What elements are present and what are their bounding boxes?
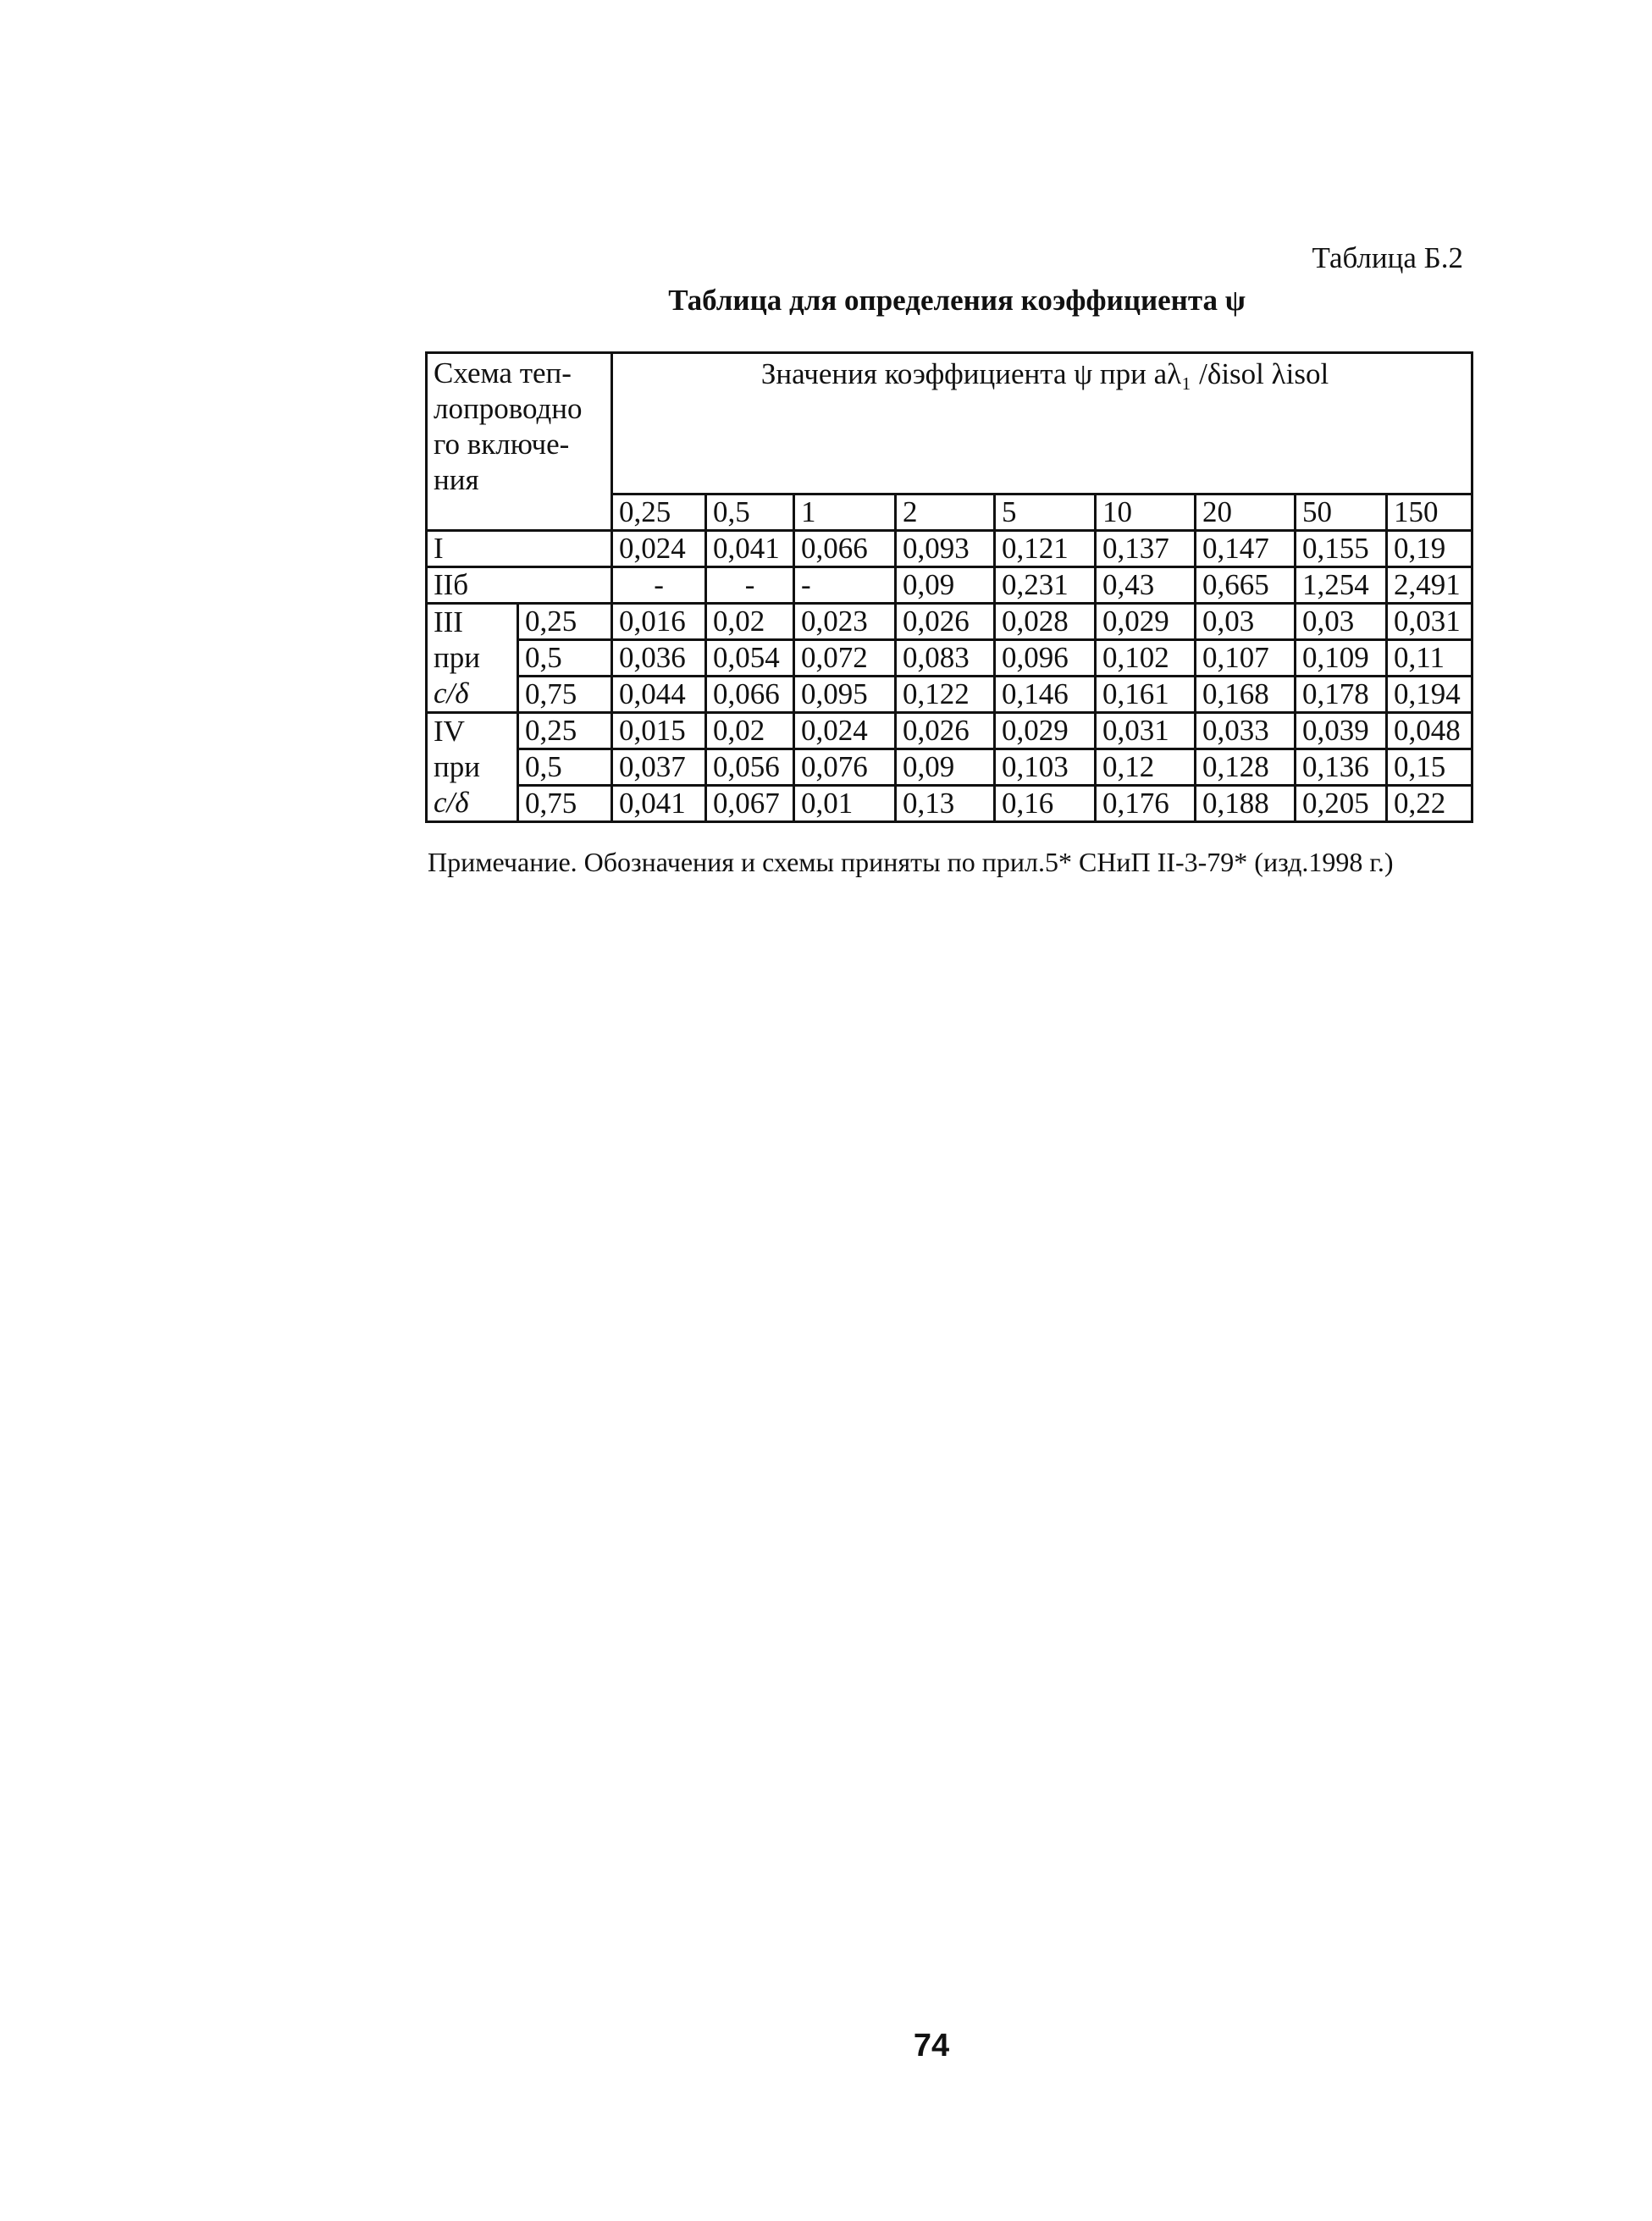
value-cell: 0,016 (612, 604, 706, 640)
group-label: c/δ (427, 677, 518, 713)
column-header: 50 (1296, 494, 1387, 531)
group-label: IV (427, 713, 518, 749)
table-number: Таблица Б.2 (1312, 241, 1463, 274)
value-cell: 0,205 (1296, 786, 1387, 822)
table-row (427, 604, 1472, 640)
c-delta-cell: 0,25 (518, 713, 612, 749)
column-header: 20 (1196, 494, 1296, 531)
table-note: Примечание. Обозначения и схемы приняты по прил.5* СНиП II-3-79* (изд.1998 г.) (428, 847, 1394, 877)
c-delta-cell: 0,75 (518, 677, 612, 713)
value-cell: 0,121 (995, 531, 1096, 567)
column-header: 150 (1387, 494, 1472, 531)
value-cell: 0,194 (1387, 677, 1472, 713)
value-cell: 0,11 (1387, 640, 1472, 677)
value-cell: 0,028 (995, 604, 1096, 640)
value-cell: 0,026 (896, 713, 995, 749)
coefficient-table (425, 351, 1473, 823)
value-cell: 0,122 (896, 677, 995, 713)
value-cell: 0,137 (1096, 531, 1196, 567)
value-cell: 0,029 (1096, 604, 1196, 640)
column-header: 2 (896, 494, 995, 531)
table-row (427, 640, 1472, 677)
value-cell: 0,031 (1387, 604, 1472, 640)
scheme-cell: I (427, 531, 612, 567)
value-cell: 0,103 (995, 749, 1096, 786)
value-cell: 0,168 (1196, 677, 1296, 713)
table-row (427, 677, 1472, 713)
value-cell: 0,024 (794, 713, 896, 749)
value-cell: 0,665 (1196, 567, 1296, 604)
value-cell: 0,066 (706, 677, 794, 713)
table-row (427, 531, 1472, 567)
column-header: 0,25 (612, 494, 706, 531)
value-cell: 0,128 (1196, 749, 1296, 786)
table-row (427, 749, 1472, 786)
value-cell: 0,033 (1196, 713, 1296, 749)
value-cell: 0,15 (1387, 749, 1472, 786)
value-cell: 0,066 (794, 531, 896, 567)
group-label: при (427, 640, 518, 677)
column-header: 10 (1096, 494, 1196, 531)
c-delta-cell: 0,5 (518, 749, 612, 786)
value-cell: 0,107 (1196, 640, 1296, 677)
value-cell: 0,036 (612, 640, 706, 677)
scheme-header-cell: Схема теп-лопроводно го включе-ния (427, 353, 612, 531)
value-cell: 0,026 (896, 604, 995, 640)
value-cell: 0,102 (1096, 640, 1196, 677)
group-label: при (427, 749, 518, 786)
value-cell: 0,109 (1296, 640, 1387, 677)
value-cell: 1,254 (1296, 567, 1387, 604)
value-cell: 0,43 (1096, 567, 1196, 604)
page-number: 74 (913, 2028, 950, 2064)
value-cell: 0,044 (612, 677, 706, 713)
value-cell: 0,015 (612, 713, 706, 749)
value-cell: 0,083 (896, 640, 995, 677)
column-header: 0,5 (706, 494, 794, 531)
table-row (427, 713, 1472, 749)
value-cell: - (706, 567, 794, 604)
group-label: III (427, 604, 518, 640)
c-delta-cell: 0,75 (518, 786, 612, 822)
value-cell: 0,178 (1296, 677, 1387, 713)
value-cell: 0,037 (612, 749, 706, 786)
value-cell: 0,01 (794, 786, 896, 822)
value-cell: 0,136 (1296, 749, 1387, 786)
value-cell: 0,093 (896, 531, 995, 567)
value-cell: 0,039 (1296, 713, 1387, 749)
value-cell: 2,491 (1387, 567, 1472, 604)
column-header: 1 (794, 494, 896, 531)
value-cell: 0,13 (896, 786, 995, 822)
value-cell: 0,188 (1196, 786, 1296, 822)
value-cell: 0,048 (1387, 713, 1472, 749)
value-cell: 0,023 (794, 604, 896, 640)
value-cell: 0,067 (706, 786, 794, 822)
table-body (427, 353, 1472, 822)
scheme-cell: IIб (427, 567, 612, 604)
value-cell: 0,054 (706, 640, 794, 677)
value-cell: 0,161 (1096, 677, 1196, 713)
value-cell: 0,19 (1387, 531, 1472, 567)
value-cell: 0,12 (1096, 749, 1196, 786)
value-cell: 0,176 (1096, 786, 1196, 822)
value-cell: 0,231 (995, 567, 1096, 604)
value-cell: 0,024 (612, 531, 706, 567)
value-cell: 0,09 (896, 567, 995, 604)
value-cell: 0,155 (1296, 531, 1387, 567)
value-cell: 0,22 (1387, 786, 1472, 822)
value-cell: 0,076 (794, 749, 896, 786)
header-row (427, 353, 1472, 494)
c-delta-cell: 0,5 (518, 640, 612, 677)
value-cell: 0,095 (794, 677, 896, 713)
value-cell: 0,056 (706, 749, 794, 786)
value-cell: 0,03 (1296, 604, 1387, 640)
c-delta-cell: 0,25 (518, 604, 612, 640)
value-cell: 0,02 (706, 713, 794, 749)
value-cell: 0,02 (706, 604, 794, 640)
value-cell: - (612, 567, 706, 604)
group-label: c/δ (427, 786, 518, 822)
table-row (427, 567, 1472, 604)
value-cell: 0,09 (896, 749, 995, 786)
table-row (427, 786, 1472, 822)
value-cell: 0,16 (995, 786, 1096, 822)
column-header: 5 (995, 494, 1096, 531)
value-cell: 0,147 (1196, 531, 1296, 567)
value-cell: 0,072 (794, 640, 896, 677)
value-cell: 0,029 (995, 713, 1096, 749)
value-cell: 0,031 (1096, 713, 1196, 749)
values-header-cell: Значения коэффициента ψ при aλ₁ /δisol λisol (612, 353, 1472, 494)
value-cell: 0,096 (995, 640, 1096, 677)
value-cell: 0,041 (612, 786, 706, 822)
value-cell: 0,146 (995, 677, 1096, 713)
value-cell: 0,03 (1196, 604, 1296, 640)
table-title: Таблица для определения коэффициента ψ (668, 284, 1246, 317)
value-cell: 0,041 (706, 531, 794, 567)
value-cell: - (794, 567, 896, 604)
